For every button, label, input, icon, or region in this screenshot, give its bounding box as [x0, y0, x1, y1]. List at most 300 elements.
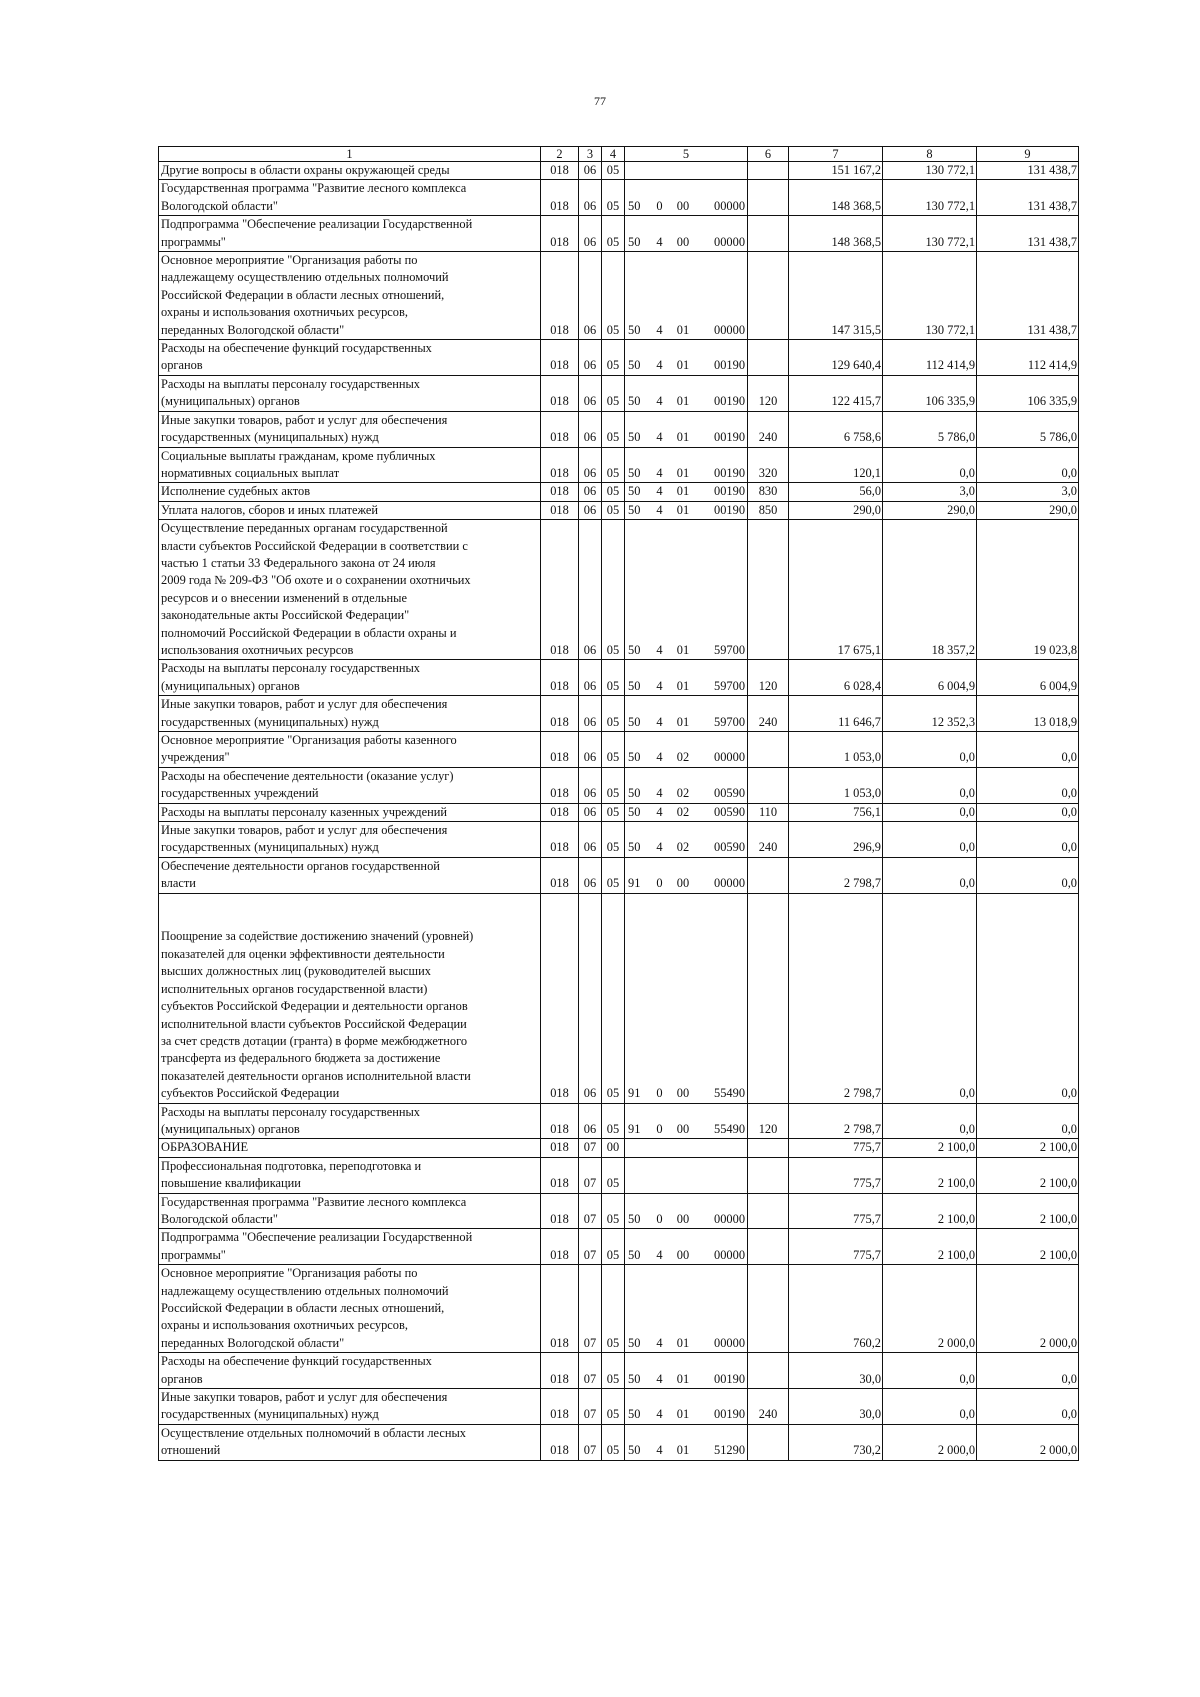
code-expense-type-cell: 110 — [748, 803, 789, 821]
row-name-line: (муниципальных) органов — [161, 1121, 300, 1136]
code-admin-cell: 018 — [541, 893, 579, 1103]
code-program-cell: 50 — [625, 375, 649, 411]
amount-col8-cell: 2 100,0 — [883, 1157, 977, 1193]
code-program-cell: 50 — [625, 252, 649, 340]
code-subprogram-cell: 0 — [649, 893, 671, 1103]
amount-col8-cell: 0,0 — [883, 732, 977, 768]
code-subsection-cell: 05 — [602, 732, 625, 768]
code-event-cell — [671, 1157, 696, 1193]
code-subprogram-cell — [649, 1157, 671, 1193]
code-section-cell: 06 — [579, 375, 602, 411]
code-event-cell: 00 — [671, 1229, 696, 1265]
row-name-line: надлежащему осуществлению отдельных полномочий — [161, 1283, 449, 1298]
code-expense-type-cell — [748, 162, 789, 180]
code-subsection-cell: 05 — [602, 375, 625, 411]
amount-col9-cell: 13 018,9 — [977, 696, 1079, 732]
code-subsection-cell: 05 — [602, 1229, 625, 1265]
row-name-cell — [159, 1139, 541, 1157]
row-name-line: ОБРАЗОВАНИЕ — [161, 1140, 249, 1155]
amount-col8-cell: 130 772,1 — [883, 180, 977, 216]
row-name-line: Основное мероприятие "Организация работы казенного — [161, 733, 457, 747]
code-event-cell: 01 — [671, 1265, 696, 1353]
row-name-line: ресурсов и о внесении изменений в отдельные — [161, 590, 407, 605]
table-header-row — [159, 147, 1079, 162]
code-section-cell: 07 — [579, 1139, 602, 1157]
code-subsection-cell: 05 — [602, 483, 625, 501]
code-direction-cell: 00590 — [696, 822, 748, 858]
code-direction-cell: 00190 — [696, 1389, 748, 1425]
table-row — [159, 483, 1079, 501]
amount-col9-cell: 19 023,8 — [977, 520, 1079, 660]
amount-col8-cell: 18 357,2 — [883, 520, 977, 660]
amount-col7-cell: 2 798,7 — [789, 1103, 883, 1139]
code-subprogram-cell: 4 — [649, 216, 671, 252]
code-subprogram-cell: 4 — [649, 1389, 671, 1425]
code-expense-type-cell — [748, 1193, 789, 1229]
table-row — [159, 520, 1079, 660]
row-name-line: Исполнение судебных актов — [161, 484, 311, 499]
row-name-cell — [159, 1353, 541, 1389]
code-subsection-cell: 05 — [602, 411, 625, 447]
amount-col8-cell: 2 000,0 — [883, 1265, 977, 1353]
code-subsection-cell: 05 — [602, 520, 625, 660]
table-row — [159, 893, 1079, 1103]
code-subsection-cell: 05 — [602, 1389, 625, 1425]
header-col-4: 4 — [602, 147, 625, 162]
amount-col8-cell: 2 100,0 — [883, 1139, 977, 1157]
code-subsection-cell: 05 — [602, 1103, 625, 1139]
code-program-cell: 50 — [625, 216, 649, 252]
row-name-cell — [159, 822, 541, 858]
code-section-cell: 06 — [579, 501, 602, 519]
row-name-cell — [159, 447, 541, 483]
code-expense-type-cell — [748, 1229, 789, 1265]
code-direction-cell — [696, 162, 748, 180]
code-section-cell: 06 — [579, 340, 602, 376]
amount-col7-cell: 730,2 — [789, 1424, 883, 1460]
amount-col7-cell: 6 758,6 — [789, 411, 883, 447]
row-name-line: Подпрограмма "Обеспечение реализации Государственной — [161, 1230, 473, 1245]
code-program-cell: 50 — [625, 803, 649, 821]
row-name-line: Расходы на выплаты персоналу государственных — [161, 376, 420, 391]
amount-col8-cell: 130 772,1 — [883, 216, 977, 252]
code-section-cell: 06 — [579, 767, 602, 803]
header-col-1: 1 — [159, 147, 541, 162]
code-event-cell: 01 — [671, 660, 696, 696]
amount-col9-cell: 2 100,0 — [977, 1229, 1079, 1265]
amount-col7-cell: 6 028,4 — [789, 660, 883, 696]
code-section-cell: 06 — [579, 822, 602, 858]
code-admin-cell: 018 — [541, 501, 579, 519]
row-name-line: показателей для оценки эффективности деятельности — [161, 946, 445, 961]
row-name-line: Поощрение за содействие достижению значений (уровней) — [161, 929, 474, 944]
amount-col8-cell: 2 100,0 — [883, 1193, 977, 1229]
amount-col7-cell: 1 053,0 — [789, 767, 883, 803]
row-name-line: Расходы на обеспечение функций государственных — [161, 1354, 432, 1369]
code-expense-type-cell: 120 — [748, 375, 789, 411]
row-name-line — [161, 894, 538, 911]
code-admin-cell: 018 — [541, 411, 579, 447]
row-name-line: Расходы на выплаты персоналу государственных — [161, 1104, 420, 1119]
code-admin-cell: 018 — [541, 1424, 579, 1460]
code-program-cell: 50 — [625, 1265, 649, 1353]
code-subsection-cell: 05 — [602, 1265, 625, 1353]
code-admin-cell: 018 — [541, 162, 579, 180]
amount-col7-cell: 129 640,4 — [789, 340, 883, 376]
code-direction-cell: 00000 — [696, 857, 748, 893]
row-name-cell — [159, 216, 541, 252]
code-direction-cell: 59700 — [696, 696, 748, 732]
code-section-cell: 06 — [579, 180, 602, 216]
table-row — [159, 1353, 1079, 1389]
amount-col7-cell: 775,7 — [789, 1139, 883, 1157]
amount-col7-cell: 151 167,2 — [789, 162, 883, 180]
amount-col7-cell: 11 646,7 — [789, 696, 883, 732]
amount-col9-cell: 2 000,0 — [977, 1265, 1079, 1353]
code-subprogram-cell: 4 — [649, 252, 671, 340]
code-direction-cell: 55490 — [696, 1103, 748, 1139]
row-name-line: Уплата налогов, сборов и иных платежей — [161, 502, 379, 517]
code-admin-cell: 018 — [541, 1103, 579, 1139]
row-name-line: нормативных социальных выплат — [161, 465, 340, 480]
code-program-cell: 50 — [625, 340, 649, 376]
amount-col7-cell: 760,2 — [789, 1265, 883, 1353]
code-event-cell: 02 — [671, 767, 696, 803]
row-name-cell — [159, 1193, 541, 1229]
table-row — [159, 162, 1079, 180]
code-section-cell: 06 — [579, 803, 602, 821]
table-row — [159, 180, 1079, 216]
amount-col9-cell: 0,0 — [977, 822, 1079, 858]
code-program-cell: 50 — [625, 767, 649, 803]
code-section-cell: 06 — [579, 447, 602, 483]
code-subsection-cell: 05 — [602, 1193, 625, 1229]
row-name-line: субъектов Российской Федерации — [161, 1086, 340, 1101]
amount-col7-cell: 122 415,7 — [789, 375, 883, 411]
code-event-cell: 01 — [671, 252, 696, 340]
table-row — [159, 803, 1079, 821]
table-row — [159, 767, 1079, 803]
code-admin-cell: 018 — [541, 660, 579, 696]
table-row — [159, 1229, 1079, 1265]
code-admin-cell: 018 — [541, 252, 579, 340]
code-direction-cell: 00000 — [696, 1193, 748, 1229]
row-name-line: Социальные выплаты гражданам, кроме публичных — [161, 448, 436, 463]
row-name-line: органов — [161, 1371, 203, 1386]
row-name-cell — [159, 501, 541, 519]
row-name-line: государственных (муниципальных) нужд — [161, 430, 379, 445]
code-admin-cell: 018 — [541, 520, 579, 660]
row-name-line: Другие вопросы в области охраны окружающей среды — [161, 163, 450, 177]
code-event-cell: 02 — [671, 822, 696, 858]
code-direction-cell — [696, 1139, 748, 1157]
code-expense-type-cell — [748, 252, 789, 340]
table-row — [159, 501, 1079, 519]
code-direction-cell: 00190 — [696, 411, 748, 447]
table-row — [159, 1389, 1079, 1425]
row-name-cell — [159, 732, 541, 768]
code-subsection-cell: 05 — [602, 660, 625, 696]
code-section-cell: 06 — [579, 411, 602, 447]
table-row — [159, 696, 1079, 732]
amount-col9-cell: 0,0 — [977, 732, 1079, 768]
amount-col9-cell: 131 438,7 — [977, 180, 1079, 216]
table-row — [159, 411, 1079, 447]
row-name-line: программы" — [161, 234, 226, 249]
code-expense-type-cell — [748, 1157, 789, 1193]
amount-col7-cell: 148 368,5 — [789, 180, 883, 216]
row-name-line: органов — [161, 358, 203, 373]
amount-col7-cell: 290,0 — [789, 501, 883, 519]
code-event-cell: 01 — [671, 411, 696, 447]
code-section-cell: 06 — [579, 732, 602, 768]
code-admin-cell: 018 — [541, 822, 579, 858]
row-name-line: за счет средств дотации (гранта) в форме межбюджетного — [161, 1033, 468, 1048]
table-body — [159, 147, 1079, 1461]
row-name-line: (муниципальных) органов — [161, 678, 300, 693]
code-section-cell: 07 — [579, 1353, 602, 1389]
row-name-cell — [159, 1389, 541, 1425]
row-name-line: высших должностных лиц (руководителей высших — [161, 964, 431, 979]
code-program-cell: 91 — [625, 893, 649, 1103]
code-program-cell: 50 — [625, 447, 649, 483]
table-row — [159, 1424, 1079, 1460]
code-direction-cell: 00190 — [696, 447, 748, 483]
code-program-cell: 50 — [625, 411, 649, 447]
code-subsection-cell: 05 — [602, 1353, 625, 1389]
code-direction-cell: 00000 — [696, 252, 748, 340]
code-subprogram-cell: 4 — [649, 767, 671, 803]
amount-col9-cell: 112 414,9 — [977, 340, 1079, 376]
code-direction-cell: 00190 — [696, 501, 748, 519]
code-subsection-cell: 05 — [602, 340, 625, 376]
code-subprogram-cell: 0 — [649, 1103, 671, 1139]
table-row — [159, 660, 1079, 696]
amount-col7-cell: 56,0 — [789, 483, 883, 501]
code-subsection-cell: 05 — [602, 803, 625, 821]
code-expense-type-cell: 320 — [748, 447, 789, 483]
code-direction-cell: 59700 — [696, 520, 748, 660]
table-row — [159, 822, 1079, 858]
code-event-cell: 01 — [671, 501, 696, 519]
code-subsection-cell: 05 — [602, 1424, 625, 1460]
amount-col7-cell: 148 368,5 — [789, 216, 883, 252]
code-subsection-cell: 05 — [602, 1157, 625, 1193]
amount-col7-cell: 1 053,0 — [789, 732, 883, 768]
row-name-line: повышение квалификации — [161, 1176, 301, 1191]
code-section-cell: 07 — [579, 1229, 602, 1265]
row-name-line: частью 1 статьи 33 Федерального закона от 24 июля — [161, 555, 436, 570]
code-subprogram-cell: 4 — [649, 1424, 671, 1460]
code-direction-cell: 55490 — [696, 893, 748, 1103]
row-name-line: Расходы на обеспечение функций государственных — [161, 341, 432, 356]
code-expense-type-cell: 240 — [748, 411, 789, 447]
code-program-cell: 50 — [625, 1424, 649, 1460]
table-row — [159, 1157, 1079, 1193]
code-event-cell: 00 — [671, 893, 696, 1103]
code-admin-cell: 018 — [541, 1265, 579, 1353]
row-name-line: отношений — [161, 1443, 221, 1458]
amount-col9-cell: 0,0 — [977, 803, 1079, 821]
amount-col8-cell: 0,0 — [883, 1389, 977, 1425]
amount-col9-cell: 2 100,0 — [977, 1139, 1079, 1157]
code-program-cell: 50 — [625, 1353, 649, 1389]
code-direction-cell — [696, 1157, 748, 1193]
code-admin-cell: 018 — [541, 1139, 579, 1157]
row-name-line: Основное мероприятие "Организация работы по — [161, 253, 418, 268]
row-name-line: Расходы на выплаты персоналу государственных — [161, 661, 420, 676]
code-section-cell: 06 — [579, 696, 602, 732]
amount-col7-cell: 775,7 — [789, 1157, 883, 1193]
code-admin-cell: 018 — [541, 696, 579, 732]
code-program-cell: 50 — [625, 501, 649, 519]
table-row — [159, 1265, 1079, 1353]
row-name-cell — [159, 180, 541, 216]
row-name-line: Вологодской области" — [161, 1211, 278, 1226]
code-section-cell: 07 — [579, 1193, 602, 1229]
code-admin-cell: 018 — [541, 1229, 579, 1265]
amount-col9-cell: 0,0 — [977, 857, 1079, 893]
table-row — [159, 1193, 1079, 1229]
row-name-line: Государственная программа "Развитие лесного комплекса — [161, 1194, 467, 1209]
amount-col8-cell: 0,0 — [883, 1103, 977, 1139]
code-program-cell: 50 — [625, 180, 649, 216]
amount-col7-cell: 17 675,1 — [789, 520, 883, 660]
code-section-cell: 06 — [579, 893, 602, 1103]
row-name-cell — [159, 857, 541, 893]
code-subprogram-cell: 4 — [649, 483, 671, 501]
row-name-line: Расходы на выплаты персоналу казенных учреждений — [161, 804, 447, 819]
row-name-cell — [159, 1103, 541, 1139]
code-event-cell: 01 — [671, 1389, 696, 1425]
row-name-line: переданных Вологодской области" — [161, 1335, 345, 1350]
code-direction-cell: 51290 — [696, 1424, 748, 1460]
code-direction-cell: 00190 — [696, 1353, 748, 1389]
code-subprogram-cell: 4 — [649, 803, 671, 821]
row-name-line: Государственная программа "Развитие лесного комплекса — [161, 181, 467, 196]
code-subprogram-cell: 4 — [649, 732, 671, 768]
code-subprogram-cell: 4 — [649, 1265, 671, 1353]
amount-col9-cell: 0,0 — [977, 1389, 1079, 1425]
code-event-cell: 00 — [671, 857, 696, 893]
code-subprogram-cell: 4 — [649, 520, 671, 660]
code-expense-type-cell — [748, 732, 789, 768]
row-name-line: государственных учреждений — [161, 786, 319, 801]
code-subsection-cell: 00 — [602, 1139, 625, 1157]
code-event-cell: 00 — [671, 216, 696, 252]
code-admin-cell: 018 — [541, 857, 579, 893]
row-name-line: государственных (муниципальных) нужд — [161, 714, 379, 729]
amount-col7-cell: 296,9 — [789, 822, 883, 858]
row-name-line: учреждения" — [161, 750, 230, 765]
row-name-cell — [159, 1424, 541, 1460]
row-name-cell — [159, 375, 541, 411]
code-admin-cell: 018 — [541, 803, 579, 821]
code-admin-cell: 018 — [541, 340, 579, 376]
table-row — [159, 340, 1079, 376]
row-name-line: программы" — [161, 1247, 226, 1262]
code-expense-type-cell — [748, 216, 789, 252]
code-subprogram-cell: 4 — [649, 1229, 671, 1265]
code-admin-cell: 018 — [541, 767, 579, 803]
row-name-line: Российской Федерации в области лесных отношений, — [161, 1301, 445, 1315]
amount-col8-cell: 0,0 — [883, 767, 977, 803]
code-event-cell: 01 — [671, 1353, 696, 1389]
amount-col7-cell: 147 315,5 — [789, 252, 883, 340]
amount-col8-cell: 130 772,1 — [883, 162, 977, 180]
code-subsection-cell: 05 — [602, 857, 625, 893]
code-program-cell: 50 — [625, 483, 649, 501]
amount-col8-cell: 6 004,9 — [883, 660, 977, 696]
code-subsection-cell: 05 — [602, 767, 625, 803]
row-name-line: субъектов Российской Федерации и деятельности органов — [161, 999, 468, 1014]
row-name-line: Иные закупки товаров, работ и услуг для обеспечения — [161, 697, 448, 712]
table-row — [159, 375, 1079, 411]
code-expense-type-cell — [748, 1424, 789, 1460]
code-subprogram-cell: 4 — [649, 1353, 671, 1389]
code-program-cell — [625, 1139, 649, 1157]
amount-col7-cell: 775,7 — [789, 1193, 883, 1229]
code-subsection-cell: 05 — [602, 822, 625, 858]
code-admin-cell: 018 — [541, 1157, 579, 1193]
amount-col8-cell: 0,0 — [883, 857, 977, 893]
code-direction-cell: 00000 — [696, 732, 748, 768]
code-program-cell: 91 — [625, 1103, 649, 1139]
code-event-cell: 01 — [671, 1424, 696, 1460]
code-event-cell — [671, 1139, 696, 1157]
amount-col7-cell: 2 798,7 — [789, 857, 883, 893]
row-name-cell — [159, 803, 541, 821]
code-expense-type-cell: 240 — [748, 696, 789, 732]
row-name-line: полномочий Российской Федерации в области охраны и — [161, 625, 457, 640]
row-name-cell — [159, 1265, 541, 1353]
code-subprogram-cell — [649, 1139, 671, 1157]
code-admin-cell: 018 — [541, 1353, 579, 1389]
code-program-cell: 50 — [625, 822, 649, 858]
code-expense-type-cell — [748, 1139, 789, 1157]
amount-col8-cell: 5 786,0 — [883, 411, 977, 447]
amount-col9-cell: 0,0 — [977, 447, 1079, 483]
code-program-cell: 50 — [625, 1193, 649, 1229]
code-subsection-cell: 05 — [602, 501, 625, 519]
code-direction-cell: 00000 — [696, 180, 748, 216]
amount-col7-cell: 30,0 — [789, 1353, 883, 1389]
code-section-cell: 07 — [579, 1389, 602, 1425]
row-name-line: Иные закупки товаров, работ и услуг для обеспечения — [161, 1390, 448, 1405]
header-col-9: 9 — [977, 147, 1079, 162]
amount-col9-cell: 106 335,9 — [977, 375, 1079, 411]
row-name-cell — [159, 767, 541, 803]
code-expense-type-cell — [748, 340, 789, 376]
code-subsection-cell: 05 — [602, 447, 625, 483]
code-admin-cell: 018 — [541, 1193, 579, 1229]
row-name-line: показателей деятельности органов исполнительной власти — [161, 1068, 471, 1083]
row-name-line: трансферта из федерального бюджета за достижение — [161, 1051, 441, 1066]
code-direction-cell: 00000 — [696, 1229, 748, 1265]
code-direction-cell: 00190 — [696, 375, 748, 411]
code-subsection-cell: 05 — [602, 216, 625, 252]
row-name-line: власти — [161, 876, 196, 891]
code-subprogram-cell: 4 — [649, 696, 671, 732]
code-admin-cell: 018 — [541, 447, 579, 483]
amount-col7-cell: 775,7 — [789, 1229, 883, 1265]
header-col-7: 7 — [789, 147, 883, 162]
row-name-cell — [159, 411, 541, 447]
code-program-cell: 50 — [625, 1389, 649, 1425]
code-program-cell — [625, 1157, 649, 1193]
code-expense-type-cell: 240 — [748, 1389, 789, 1425]
code-expense-type-cell: 850 — [748, 501, 789, 519]
